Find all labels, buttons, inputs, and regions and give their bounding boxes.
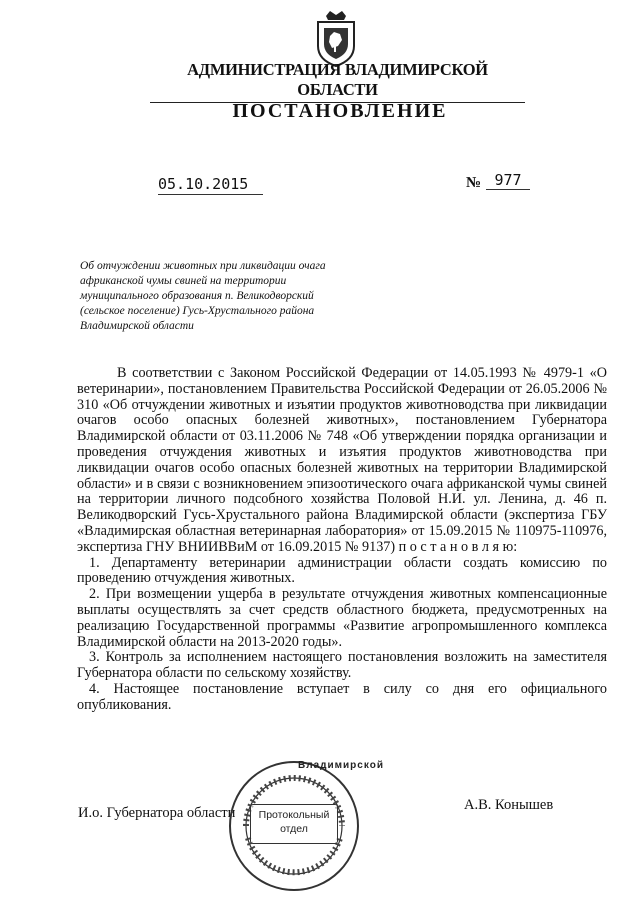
stamp-ring-text: Владимирской bbox=[298, 760, 384, 771]
number-label: № bbox=[466, 175, 482, 191]
stamp-center-line: отдел bbox=[280, 823, 308, 835]
document-date: 05.10.2015 bbox=[158, 175, 263, 195]
subject-line: Владимирской области bbox=[80, 320, 194, 332]
subject-line: Об отчуждении животных при ликвидации очага bbox=[80, 260, 326, 272]
document-type: ПОСТАНОВЛЕНИЕ bbox=[232, 100, 448, 122]
signatory-name: А.В. Конышев bbox=[464, 797, 554, 813]
preamble-paragraph: В соответствии с Законом Российской Федерации от 14.05.1993 № 4979-1 «О ветеринарии», постановлением Правительства Российской Федерации от 26.05.2006 № 310 «Об отчуждении животных и изъятии продуктов животноводства при ликвидации очагов особо опасных болезней животных», постановлением Губернатора Владимирской области от 03.11.2006 № 748 «Об утверждении порядка организации и проведения отчуждения животных и изъятия продуктов животноводства при ликвидации очагов особо опасных болезней животных на территории Владимирской области» и в связи с возникновением эпизоотического очага африканской чумы свиней на территории личного подсобного хозяйства Половой Н.И. ул. Ленина, д. 46 п. Великодворский Гусь-Хрустального района Владимирской области (экспертиза ГБУ «Владимирская областная ветеринарная лаборатория» от 15.09.2015 № 110975-110976, экспертиза ГНУ ВНИИВВиМ от 16.09.2015 № 9137) п о с т а н о в л я ю: bbox=[77, 365, 607, 555]
subject-line: (сельское поселение) Гусь-Хрустального района bbox=[80, 305, 315, 317]
resolution-item: 3. Контроль за исполнением настоящего постановления возложить на заместителя Губернатора области по сельскому хозяйству. bbox=[77, 649, 607, 682]
subject-line: африканской чумы свиней на территории bbox=[80, 275, 287, 287]
resolution-item: 4. Настоящее постановление вступает в силу со дня его официального опубликования. bbox=[77, 680, 607, 713]
signatory-position: И.о. Губернатора области bbox=[78, 805, 236, 821]
document-number: 977 bbox=[486, 171, 530, 190]
stamp-center-line: Протокольный bbox=[258, 809, 330, 821]
document-body bbox=[77, 366, 607, 714]
stamp-center bbox=[250, 804, 338, 844]
resolution-item: 2. При возмещении ущерба в результате отчуждения животных компенсационные выплаты осуществлять за счет средств областного бюджета, предусмотренных на реализацию Государственной программы «Развитие агропромышленного комплекса Владимирской области на 2013-2020 годы». bbox=[77, 586, 607, 650]
document-subject bbox=[80, 259, 360, 334]
subject-line: муниципального образования п. Великодворский bbox=[80, 290, 314, 302]
resolution-item: 1. Департаменту ветеринарии администрации области создать комиссию по проведению отчуждения животных. bbox=[77, 554, 607, 587]
official-stamp bbox=[226, 758, 384, 894]
organization-name: АДМИНИСТРАЦИЯ ВЛАДИМИРСКОЙ ОБЛАСТИ bbox=[150, 60, 525, 103]
